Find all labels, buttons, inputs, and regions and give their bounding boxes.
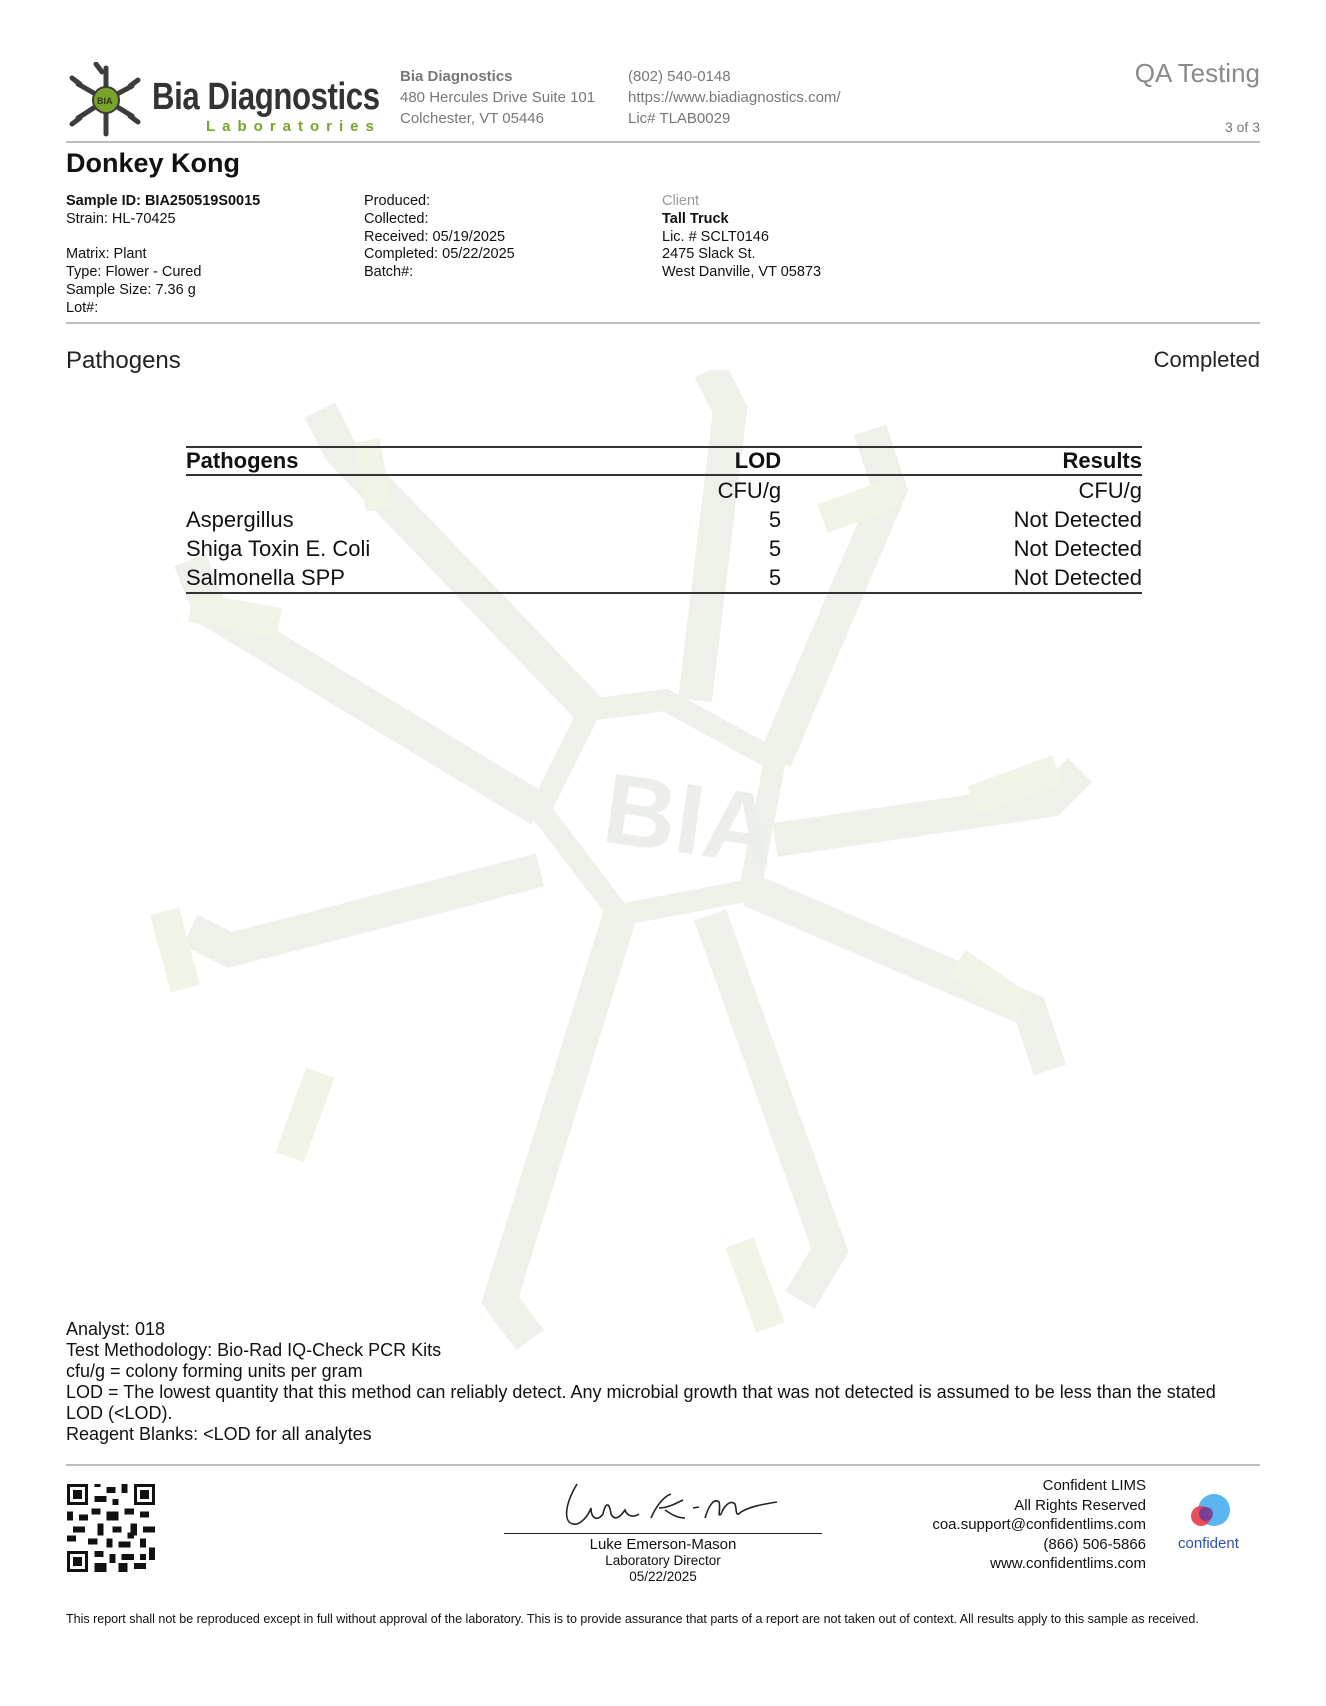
lims-website[interactable]: www.confidentlims.com xyxy=(990,1555,1146,1572)
matrix: Matrix: Plant xyxy=(66,246,147,263)
client-address-line2: West Danville, VT 05873 xyxy=(662,264,822,281)
unit-cell: CFU/g xyxy=(1078,478,1142,503)
test-methodology: Test Methodology: Bio-Rad IQ-Check PCR Kits xyxy=(66,1340,442,1360)
lims-name: Confident LIMS xyxy=(1042,1477,1146,1494)
sample-id: Sample ID: BIA250519S0015 xyxy=(66,193,261,209)
strain: Strain: HL-70425 xyxy=(66,210,176,227)
produced-date: Produced: xyxy=(364,193,431,209)
watermark-text: BIA xyxy=(596,752,784,888)
lod-definition: LOD = The lowest quantity that this method can reliably detect. Any microbial growth that was not detected is assumed to be less than the stated LOD (<LOD). xyxy=(66,1382,1216,1423)
section-status: Completed xyxy=(1153,347,1260,372)
lab-address-line2: Colchester, VT 05446 xyxy=(400,110,544,127)
meta-divider xyxy=(66,322,1260,324)
lab-logo-text: Bia Diagnostics xyxy=(152,76,380,118)
reagent-blanks: Reagent Blanks: <LOD for all analytes xyxy=(66,1424,372,1444)
table-row xyxy=(186,563,1142,593)
dates-block xyxy=(364,193,515,282)
sample-size: Sample Size: 7.36 g xyxy=(66,281,196,298)
signature-icon xyxy=(555,1474,785,1534)
signer-block xyxy=(504,1537,822,1585)
result-value: Not Detected xyxy=(781,563,1142,593)
batch-number: Batch#: xyxy=(364,264,414,281)
lab-name: Bia Diagnostics xyxy=(400,68,513,85)
lab-address-line1: 480 Hercules Drive Suite 101 xyxy=(400,89,596,106)
client-label: Client xyxy=(662,193,700,209)
lab-license: Lic# TLAB0029 xyxy=(628,110,731,127)
client-block xyxy=(662,193,821,282)
header-divider xyxy=(66,141,1260,143)
received-date: Received: 05/19/2025 xyxy=(364,228,506,245)
section-title: Pathogens xyxy=(66,347,181,374)
analyst: Analyst: 018 xyxy=(66,1319,166,1339)
table-header-row xyxy=(186,447,1142,475)
lims-info-block xyxy=(932,1476,1146,1574)
client-address-line1: 2475 Slack St. xyxy=(662,246,756,263)
table-row xyxy=(186,534,1142,563)
notes-block xyxy=(66,1319,1216,1445)
analyte-name: Aspergillus xyxy=(186,507,294,532)
confident-logo-text: confident xyxy=(1178,1535,1239,1552)
report-type: QA Testing xyxy=(1134,58,1260,88)
unit-cell xyxy=(186,475,718,505)
cfu-definition: cfu/g = colony forming units per gram xyxy=(66,1361,363,1381)
result-value: Not Detected xyxy=(1013,507,1142,532)
units-row xyxy=(186,475,1142,505)
qr-code-icon[interactable] xyxy=(66,1484,156,1572)
collected-date: Collected: xyxy=(364,210,429,227)
client-license: Lic. # SCLT0146 xyxy=(662,228,769,245)
lod-value: 5 xyxy=(718,563,782,593)
analyte-name: Shiga Toxin E. Coli xyxy=(186,536,371,561)
signer-date: 05/22/2025 xyxy=(629,1569,697,1584)
header-pathogens: Pathogens xyxy=(186,447,718,475)
signer-title: Laboratory Director xyxy=(605,1553,721,1568)
client-name: Tall Truck xyxy=(662,210,729,227)
table-row xyxy=(186,505,1142,534)
sample-type: Type: Flower - Cured xyxy=(66,264,202,281)
confident-logo-icon xyxy=(1186,1492,1232,1532)
analyte-name: Salmonella SPP xyxy=(186,563,718,593)
sample-info-block xyxy=(66,193,260,318)
lab-website[interactable]: https://www.biadiagnostics.com/ xyxy=(628,89,841,106)
lab-phone: (802) 540-0148 xyxy=(628,68,731,85)
product-name: Donkey Kong xyxy=(66,148,241,178)
disclaimer: This report shall not be reproduced except in full without approval of the laboratory. This is to provide assurance that parts of a report are not taken out of context. All results apply to this sample as received. xyxy=(66,1612,1199,1626)
unit-cell: CFU/g xyxy=(717,478,782,503)
pathogens-table xyxy=(186,446,1142,594)
header-results: Results xyxy=(781,447,1142,475)
lab-address-block xyxy=(400,66,595,129)
header-lod: LOD xyxy=(718,447,782,475)
lod-value: 5 xyxy=(768,536,782,561)
lab-logo-subtext: Laboratories xyxy=(206,118,381,135)
lims-email[interactable]: coa.support@confidentlims.com xyxy=(932,1516,1146,1533)
completed-date: Completed: 05/22/2025 xyxy=(364,246,515,263)
lab-contact-block xyxy=(628,66,841,129)
signer-name: Luke Emerson-Mason xyxy=(589,1536,737,1553)
logo-badge-text: BIA xyxy=(97,96,113,106)
page-number: 3 of 3 xyxy=(1224,119,1260,135)
lot-number: Lot#: xyxy=(66,299,99,316)
result-value: Not Detected xyxy=(1013,536,1142,561)
footer-divider xyxy=(66,1464,1260,1466)
lod-value: 5 xyxy=(768,507,782,532)
signature-line xyxy=(504,1533,822,1534)
lims-rights: All Rights Reserved xyxy=(1014,1496,1146,1514)
lims-phone: (866) 506-5866 xyxy=(1043,1535,1146,1553)
